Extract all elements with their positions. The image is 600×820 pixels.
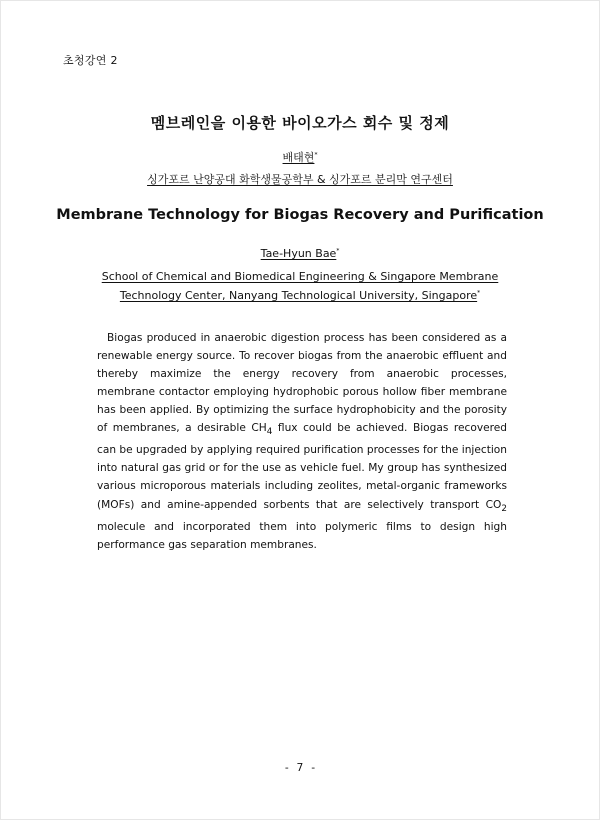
abstract-subscript-co2: 2 [501, 503, 507, 514]
abstract-part-2: flux could be achieved. Biogas recovered can be upgraded by applying required purification processes for the injection into natural gas grid or for the use as vehicle fuel. My group has synthesized various microporous materials including zeolites, metal-organic frameworks (MOFs) and amine-appended sorbents that are selectively transport CO [97, 422, 507, 511]
english-affiliation [97, 267, 503, 305]
abstract-part-3: molecule and incorporated them into polymeric films to design high performance gas separation membranes. [97, 520, 507, 551]
page-number: - 7 - [283, 761, 317, 774]
english-title: Membrane Technology for Biogas Recovery and Purification [56, 207, 544, 223]
korean-author-line [1, 149, 599, 165]
english-affiliation-line2: Technology Center, Nanyang Technological University, Singapore [119, 289, 478, 302]
english-author: Tae-Hyun Bae [260, 247, 337, 260]
english-affiliation-mark: * [477, 289, 481, 297]
korean-author: 배태현 [282, 151, 315, 164]
korean-affiliation: 싱가포르 난양공대 화학생물공학부 & 싱가포르 분리막 연구센터 [147, 173, 453, 186]
english-author-mark: * [336, 247, 340, 255]
korean-title: 멤브레인을 이용한 바이오가스 회수 및 정제 [150, 114, 450, 132]
korean-author-mark: * [314, 151, 318, 159]
section-label: 초청강연 2 [63, 54, 118, 67]
abstract-paragraph [97, 329, 507, 554]
english-affiliation-line1: School of Chemical and Biomedical Engineering & Singapore Membrane [101, 270, 499, 283]
korean-affiliation-line [1, 171, 599, 187]
abstract-subscript-ch4: 4 [266, 427, 273, 438]
abstract-part-1: Biogas produced in anaerobic digestion process has been considered as a renewable energy source. To recover biogas from the anaerobic effluent and thereby maximize the energy recovery from anaerobic processes, membrane contactor employing hydrophobic porous hollow fiber membrane has been applied. By optimizing the surface hydrophobicity and the porosity of membranes, a desirable CH [97, 331, 507, 435]
english-author-line [1, 247, 599, 260]
